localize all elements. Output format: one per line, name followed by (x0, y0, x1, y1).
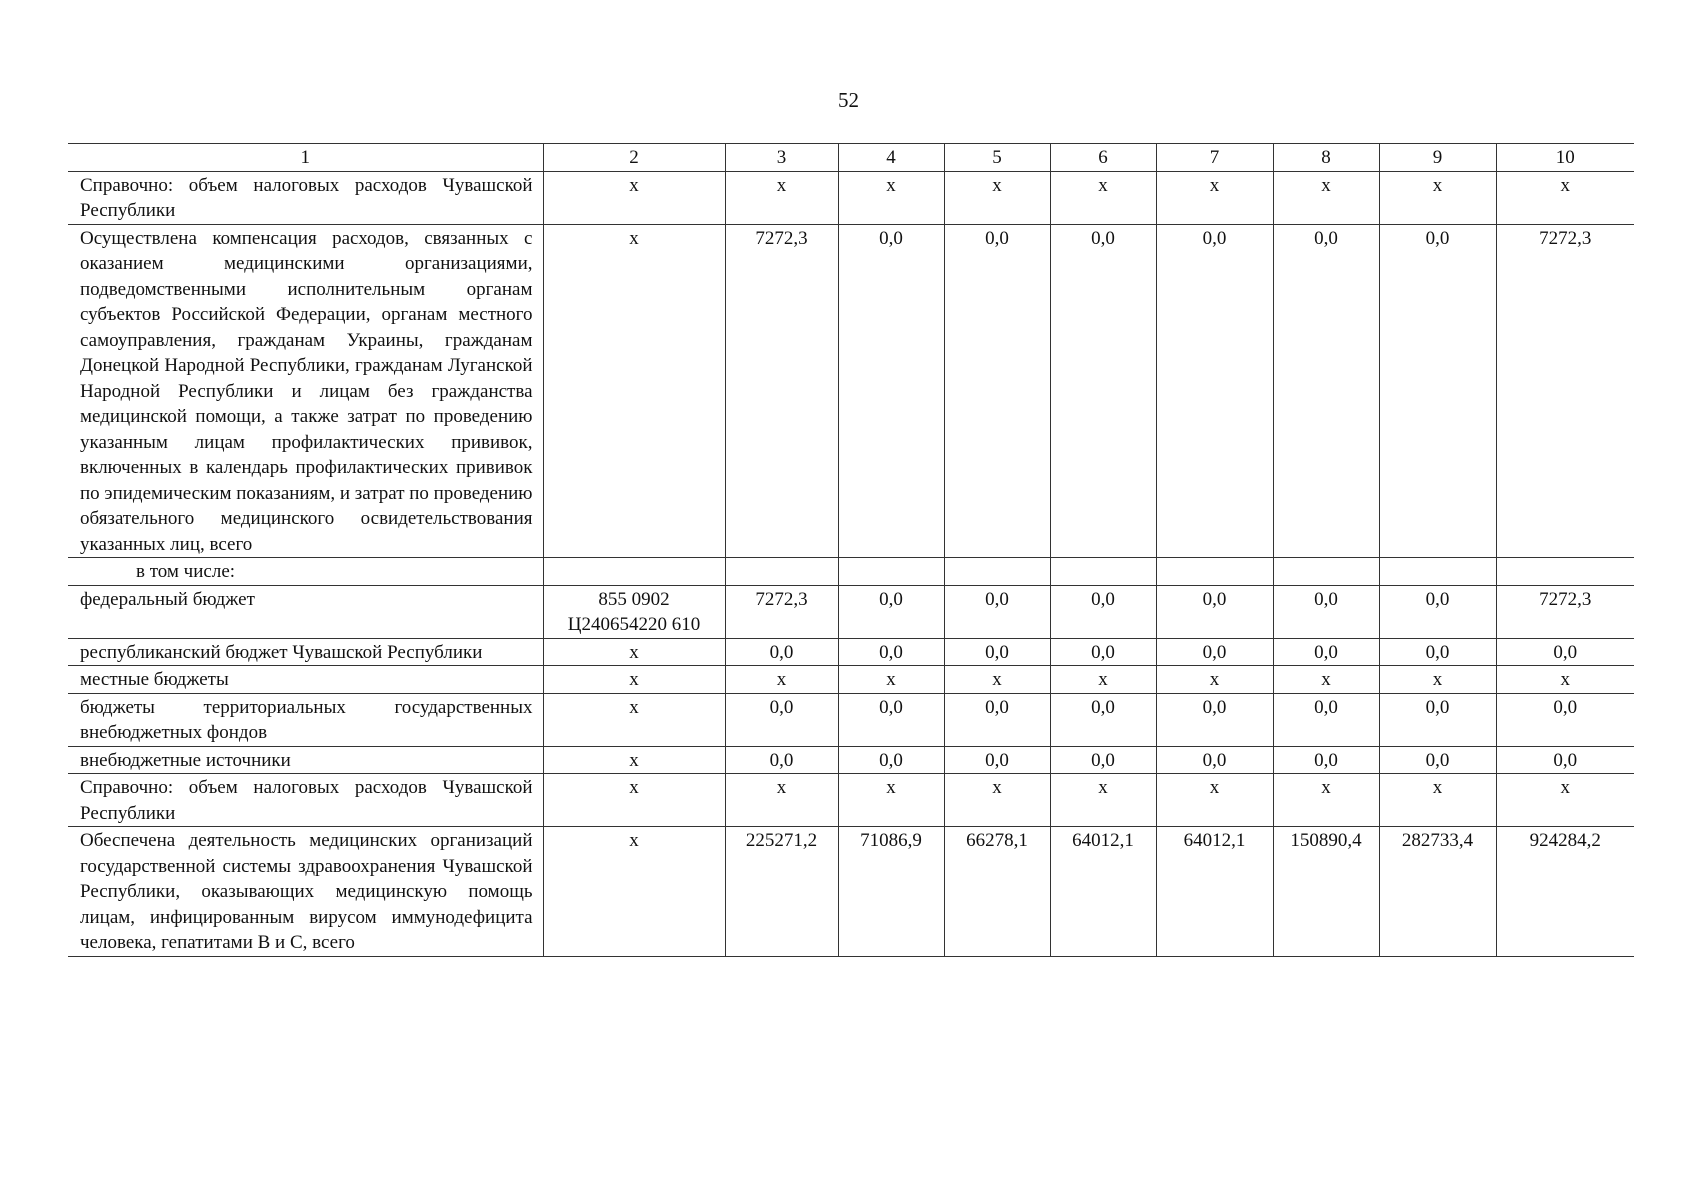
amount-cell: х (1496, 666, 1634, 694)
amount-cell: х (1156, 171, 1273, 224)
amount-cell: х (725, 171, 838, 224)
amount-cell (1156, 558, 1273, 586)
amount-cell: х (1496, 774, 1634, 827)
amount-cell: х (838, 774, 944, 827)
budget-classification-code: х (543, 666, 725, 694)
amount-cell: 0,0 (1273, 585, 1379, 638)
amount-cell: 0,0 (944, 585, 1050, 638)
table-row (68, 827, 1634, 957)
amount-cell: х (1379, 774, 1496, 827)
amount-cell: 0,0 (1156, 693, 1273, 746)
amount-cell: 0,0 (1379, 638, 1496, 666)
amount-cell: 0,0 (944, 638, 1050, 666)
amount-cell: 0,0 (1496, 693, 1634, 746)
amount-cell: 0,0 (1273, 638, 1379, 666)
amount-cell: 0,0 (1496, 746, 1634, 774)
amount-cell: х (838, 666, 944, 694)
amount-cell: 282733,4 (1379, 827, 1496, 957)
amount-cell: х (1273, 774, 1379, 827)
table-row (68, 693, 1634, 746)
row-description: Справочно: объем налоговых расходов Чувашской Республики (68, 774, 543, 827)
amount-cell: 64012,1 (1156, 827, 1273, 957)
amount-cell: 0,0 (1379, 693, 1496, 746)
column-header: 9 (1379, 144, 1496, 172)
amount-cell (1050, 558, 1156, 586)
budget-classification-code: х (543, 638, 725, 666)
row-description: федеральный бюджет (68, 585, 543, 638)
amount-cell: 150890,4 (1273, 827, 1379, 957)
row-description: республиканский бюджет Чувашской Республики (68, 638, 543, 666)
budget-classification-code: х (543, 171, 725, 224)
budget-table (68, 143, 1634, 957)
amount-cell: х (944, 171, 1050, 224)
amount-cell: 0,0 (1050, 224, 1156, 558)
amount-cell: х (725, 666, 838, 694)
column-header: 8 (1273, 144, 1379, 172)
amount-cell: 0,0 (1156, 585, 1273, 638)
amount-cell: х (838, 171, 944, 224)
table-row (68, 171, 1634, 224)
amount-cell: х (725, 774, 838, 827)
amount-cell: 7272,3 (1496, 224, 1634, 558)
column-header: 3 (725, 144, 838, 172)
amount-cell: 0,0 (1050, 746, 1156, 774)
amount-cell: 71086,9 (838, 827, 944, 957)
row-description: Обеспечена деятельность медицинских организаций государственной системы здравоохранения Чувашской Республики, оказывающих медицинскую помощь лицам, инфицированным вирусом иммунодефицита человека, гепатитами В и С, всего (68, 827, 543, 957)
amount-cell: х (1156, 774, 1273, 827)
table-row (68, 558, 1634, 586)
column-number-row (68, 144, 1634, 172)
amount-cell: 0,0 (1156, 224, 1273, 558)
amount-cell: 0,0 (838, 638, 944, 666)
amount-cell: х (944, 666, 1050, 694)
amount-cell: х (1156, 666, 1273, 694)
amount-cell: 64012,1 (1050, 827, 1156, 957)
amount-cell: 0,0 (725, 693, 838, 746)
amount-cell: 0,0 (838, 585, 944, 638)
row-description: местные бюджеты (68, 666, 543, 694)
column-header: 4 (838, 144, 944, 172)
amount-cell: 0,0 (1379, 746, 1496, 774)
amount-cell: 0,0 (944, 746, 1050, 774)
amount-cell: х (1050, 171, 1156, 224)
amount-cell: 0,0 (838, 693, 944, 746)
amount-cell: 225271,2 (725, 827, 838, 957)
amount-cell: 7272,3 (725, 585, 838, 638)
amount-cell: 0,0 (1050, 585, 1156, 638)
amount-cell: 7272,3 (1496, 585, 1634, 638)
table-row (68, 585, 1634, 638)
column-header: 7 (1156, 144, 1273, 172)
amount-cell: 66278,1 (944, 827, 1050, 957)
row-description: внебюджетные источники (68, 746, 543, 774)
amount-cell (1273, 558, 1379, 586)
amount-cell: х (1050, 774, 1156, 827)
amount-cell: 0,0 (725, 746, 838, 774)
amount-cell (944, 558, 1050, 586)
column-header: 5 (944, 144, 1050, 172)
amount-cell (838, 558, 944, 586)
budget-classification-code: х (543, 774, 725, 827)
amount-cell: 0,0 (1379, 224, 1496, 558)
amount-cell: 0,0 (944, 693, 1050, 746)
amount-cell: 0,0 (1050, 638, 1156, 666)
amount-cell: 0,0 (1156, 746, 1273, 774)
amount-cell: 924284,2 (1496, 827, 1634, 957)
amount-cell: х (1379, 171, 1496, 224)
amount-cell: 0,0 (725, 638, 838, 666)
budget-classification-code: х (543, 224, 725, 558)
budget-classification-code: х (543, 827, 725, 957)
amount-cell: 0,0 (1156, 638, 1273, 666)
amount-cell: 0,0 (1273, 746, 1379, 774)
amount-cell: 0,0 (838, 746, 944, 774)
amount-cell (725, 558, 838, 586)
table-row (68, 224, 1634, 558)
amount-cell: 0,0 (838, 224, 944, 558)
budget-classification-code (543, 558, 725, 586)
row-description: бюджеты территориальных государственных внебюджетных фондов (68, 693, 543, 746)
table-row (68, 774, 1634, 827)
table-row (68, 638, 1634, 666)
amount-cell: х (1379, 666, 1496, 694)
column-header: 10 (1496, 144, 1634, 172)
amount-cell: 7272,3 (725, 224, 838, 558)
row-description: Справочно: объем налоговых расходов Чувашской Республики (68, 171, 543, 224)
budget-classification-code: х (543, 746, 725, 774)
table-row (68, 666, 1634, 694)
page-number: 52 (838, 88, 859, 112)
amount-cell (1496, 558, 1634, 586)
budget-classification-code: х (543, 693, 725, 746)
amount-cell: 0,0 (1496, 638, 1634, 666)
column-header: 6 (1050, 144, 1156, 172)
amount-cell: х (1496, 171, 1634, 224)
budget-classification-code: 855 0902 Ц240654220 610 (543, 585, 725, 638)
amount-cell: 0,0 (944, 224, 1050, 558)
amount-cell: 0,0 (1273, 693, 1379, 746)
amount-cell: х (1050, 666, 1156, 694)
amount-cell: 0,0 (1273, 224, 1379, 558)
amount-cell: х (1273, 666, 1379, 694)
amount-cell: х (1273, 171, 1379, 224)
table-row (68, 746, 1634, 774)
row-description: в том числе: (68, 558, 543, 586)
column-header: 1 (68, 144, 543, 172)
column-header: 2 (543, 144, 725, 172)
amount-cell: 0,0 (1379, 585, 1496, 638)
amount-cell: 0,0 (1050, 693, 1156, 746)
amount-cell: х (944, 774, 1050, 827)
amount-cell (1379, 558, 1496, 586)
row-description: Осуществлена компенсация расходов, связанных с оказанием медицинскими организациями, подведомственными исполнительным органам субъектов Российской Федерации, органам местного самоуправления, гражданам Украины, гражданам Донецкой Народной Республики, гражданам Луганской Народной Республики и лицам без гражданства медицинской помощи, а также затрат по проведению указанным лицам профилактических прививок, включенных в календарь профилактических прививок по эпидемическим показаниям, и затрат по проведению обязательного медицинского освидетельствования указанных лиц, всего (68, 224, 543, 558)
